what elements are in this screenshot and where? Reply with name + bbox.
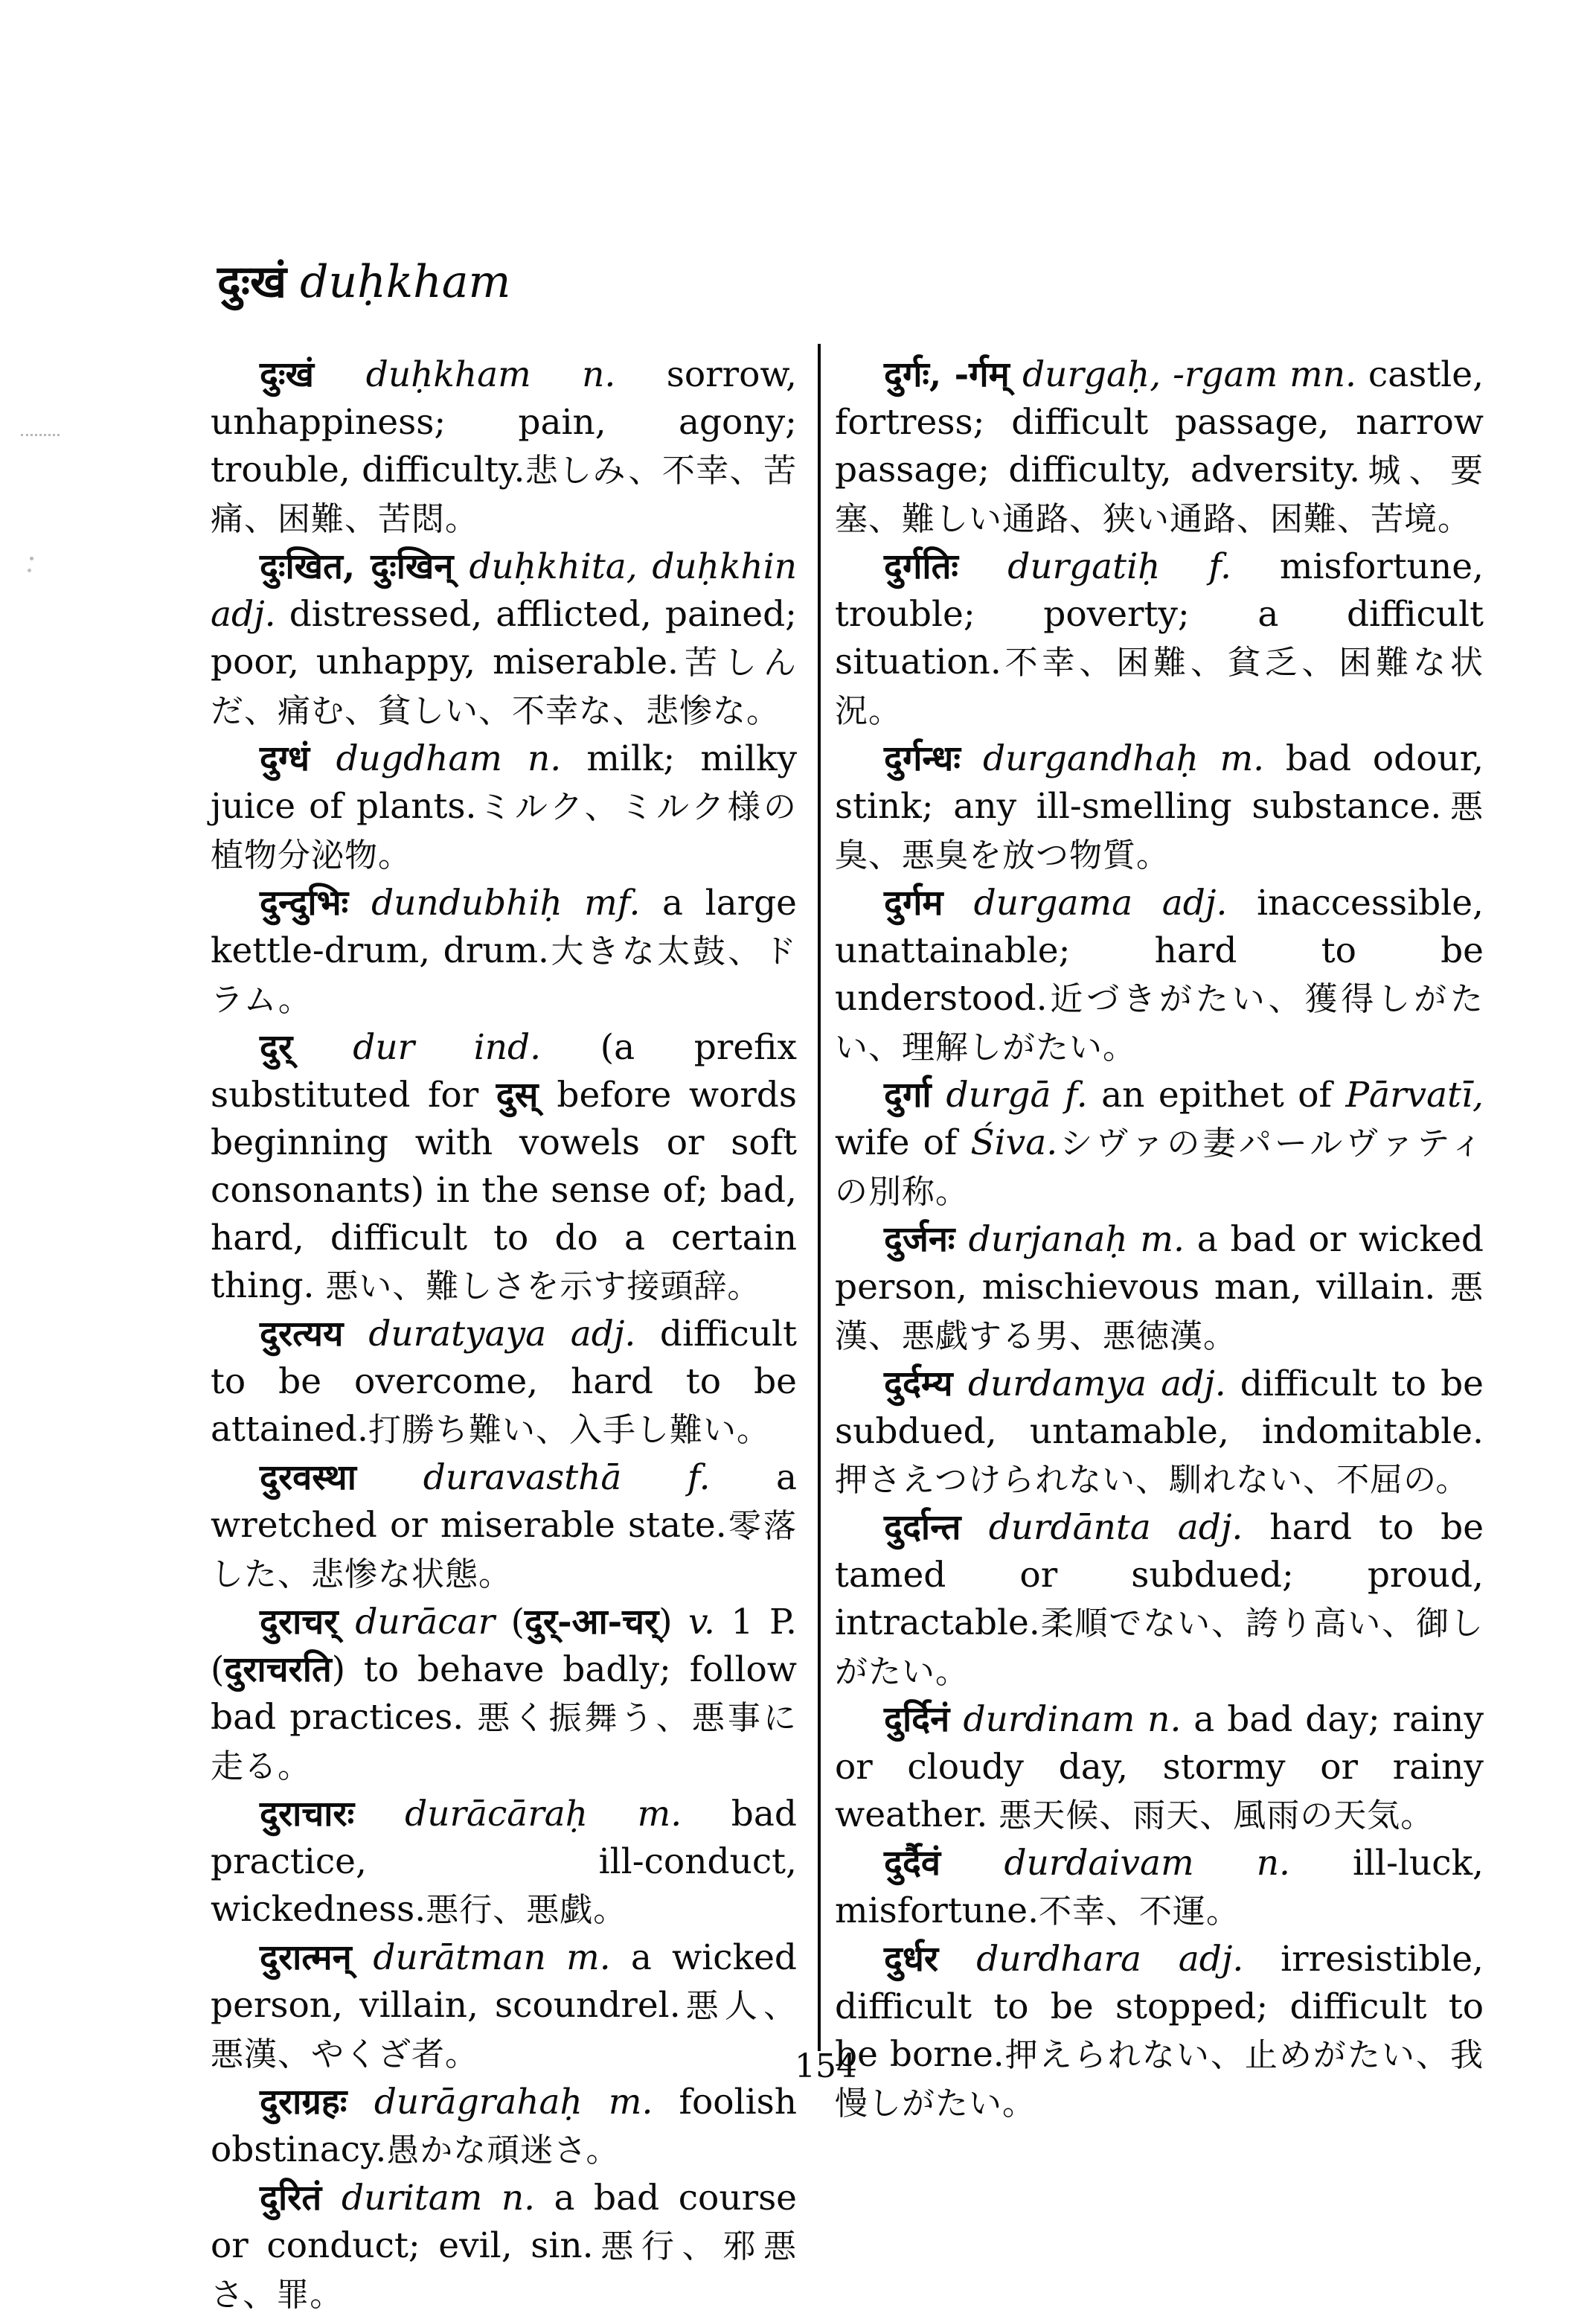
entry-definition-english: a bad course or conduct; evil, sin. <box>211 2178 798 2266</box>
entry-definition-english: (a prefix substituted for <box>211 1027 797 1116</box>
dictionary-entry <box>835 1216 1484 1360</box>
entry-headword-devanagari: दुर्गा <box>884 1075 946 1116</box>
entry-headword-devanagari: दुरत्यय <box>260 1314 369 1354</box>
dictionary-entry <box>211 2175 797 2319</box>
entry-definition-japanese: 悪漢、悪戯する男、悪徳漢。 <box>835 1269 1484 1355</box>
entry-headword-devanagari: दुग्धं <box>260 738 336 779</box>
page-number: 154 <box>795 2047 857 2085</box>
entry-definition-english: 1 P. ( <box>211 1602 797 1690</box>
dictionary-entry <box>835 543 1484 735</box>
entry-transliteration: v. <box>688 1602 731 1643</box>
entry-headword-devanagari: दुरितं <box>260 2178 342 2219</box>
dictionary-entry <box>211 1024 797 1311</box>
entry-definition-japanese: 近づきがたい、獲得しがたい、理解しがたい。 <box>835 980 1484 1066</box>
entry-transliteration: dur ind. <box>353 1027 600 1068</box>
entry-transliteration: durdinam n. <box>963 1699 1194 1740</box>
dictionary-entry <box>211 735 797 880</box>
entry-transliteration: duḥkham n. <box>365 354 667 395</box>
entry-transliteration: duritam n. <box>342 2178 554 2219</box>
dictionary-entry <box>211 1311 797 1454</box>
entry-definition-english: wife of <box>835 1122 971 1163</box>
dictionary-entry <box>835 1840 1484 1936</box>
entry-definition-english: ill-luck, misfortune. <box>835 1843 1484 1931</box>
page-title <box>217 250 510 314</box>
entry-headword-devanagari: दुर्दैवं <box>884 1843 1004 1884</box>
entry-definition-japanese: 押えられない、止めがたい、我慢しがたい。 <box>835 2036 1484 2123</box>
entry-definition-english: difficult to be overcome, hard to be attained. <box>211 1314 797 1450</box>
entry-headword-devanagari: दुर्दम्य <box>884 1363 968 1404</box>
entry-definition-japanese: 不幸、不運。 <box>1039 1893 1240 1931</box>
entry-transliteration: durjanaḥ m. <box>968 1219 1197 1260</box>
entry-transliteration: duravasthā f. <box>423 1457 776 1498</box>
entry-definition-japanese: 城、要塞、難しい通路、狭い通路、困難、苦境。 <box>835 452 1484 538</box>
entry-definition-english: milk; milky juice of plants. <box>211 738 797 827</box>
dictionary-entry <box>835 351 1484 543</box>
entry-definition-japanese: 悪行、悪戯。 <box>426 1891 627 1929</box>
entry-headword-devanagari: दुराचर् <box>260 1602 356 1643</box>
entry-definition-english: ) <box>658 1602 689 1643</box>
entry-headword-devanagari: दुराचरति <box>224 1649 332 1690</box>
entry-definition-japanese: 不幸、困難、貧乏、困難な状況。 <box>835 644 1484 730</box>
entry-transliteration: Pārvatī, <box>1345 1075 1484 1116</box>
entry-transliteration: dundubhiḥ mf. <box>371 883 663 924</box>
entry-transliteration: dugdham n. <box>336 738 587 779</box>
dictionary-entry <box>835 1072 1484 1216</box>
entry-definition-english: sorrow, unhappiness; pain, agony; trouble, difficulty. <box>211 354 797 490</box>
dictionary-entry <box>835 1696 1484 1840</box>
entry-headword-devanagari: दुर्गन्धः <box>884 738 984 779</box>
entry-definition-english: castle, fortress; difficult passage, narrow passage; difficulty, adversity. <box>835 354 1484 490</box>
entry-definition-english: a bad or wicked person, mischievous man, villain. <box>835 1219 1484 1308</box>
entry-headword-devanagari: दुर् <box>260 1027 353 1068</box>
column-divider-rule <box>818 344 821 2051</box>
entry-definition-japanese: 悪臭、悪臭を放つ物質。 <box>835 788 1484 874</box>
entry-transliteration: durgandhaḥ m. <box>983 738 1286 779</box>
entry-definition-japanese: 悪く振舞う、悪事に走る。 <box>211 1699 798 1785</box>
entry-headword-devanagari: दुन्दुभिः <box>260 883 372 924</box>
entry-definition-japanese: ミルク、ミルク様の植物分泌物。 <box>211 788 797 874</box>
entry-definition-japanese: 悲しみ、不幸、苦痛、困難、苦悶。 <box>211 452 797 538</box>
entry-headword-devanagari: दुरवस्था <box>260 1457 423 1498</box>
entry-definition-english: ) to behave badly; follow bad practices. <box>211 1649 797 1738</box>
entry-transliteration: durācāraḥ m. <box>405 1794 731 1835</box>
entry-definition-english: difficult to be subdued, untamable, indomitable. <box>835 1363 1484 1452</box>
dictionary-entry <box>211 2079 797 2175</box>
entry-definition-english: a wretched or miserable state. <box>211 1457 797 1546</box>
entry-definition-japanese: 零落した、悲惨な状態。 <box>211 1507 797 1593</box>
entry-definition-english: a large kettle-drum, drum. <box>211 883 797 971</box>
entry-headword-devanagari: दुर्दान्त <box>884 1507 989 1548</box>
entry-transliteration: durāgrahaḥ m. <box>374 2082 679 2123</box>
entry-definition-english: irresistible, difficult to be stopped; difficult to be borne. <box>835 1939 1484 2075</box>
dictionary-entry <box>211 1599 797 1791</box>
header-headword-devanagari: दुःखं <box>217 256 287 308</box>
dictionary-entry <box>211 351 797 543</box>
entry-definition-english: distressed, afflicted, pained; poor, unhappy, miserable. <box>211 594 798 682</box>
entry-headword-devanagari: दुर्जनः <box>884 1219 969 1260</box>
left-column <box>211 351 797 2319</box>
entry-transliteration: durātman m. <box>373 1937 631 1978</box>
entry-definition-english: misfortune, trouble; poverty; a difficult situation. <box>835 546 1484 682</box>
scan-artifact <box>30 557 33 560</box>
entry-headword-devanagari: दुर्-आ-चर् <box>524 1602 659 1643</box>
dictionary-entry <box>211 1934 797 2079</box>
entry-definition-japanese: 悪天候、雨天、風雨の天気。 <box>999 1797 1435 1835</box>
dictionary-entry <box>211 543 797 735</box>
scan-artifact <box>21 434 60 441</box>
entry-definition-japanese: 押さえつけられない、馴れない、不屈の。 <box>835 1461 1470 1499</box>
dictionary-entry <box>211 1454 797 1599</box>
entry-transliteration: durdhara adj. <box>976 1939 1281 1980</box>
entry-transliteration: durgatiḥ f. <box>1007 546 1280 587</box>
entry-transliteration: durgā f. <box>946 1075 1102 1116</box>
dictionary-entry <box>835 735 1484 880</box>
entry-definition-japanese: 愚かな頑迷さ。 <box>386 2131 620 2169</box>
entry-transliteration: durgaḥ, -rgam mn. <box>1022 354 1368 395</box>
entry-definition-english: before words beginning with vowels or soft consonants) in the sense of; bad, hard, difficult to do a certain thing. <box>211 1075 798 1306</box>
entry-headword-devanagari: दुर्धर <box>884 1939 977 1980</box>
entry-definition-english: an epithet of <box>1101 1075 1346 1116</box>
entry-definition-english: a wicked person, villain, scoundrel. <box>211 1937 797 2026</box>
dictionary-entry <box>835 1360 1484 1504</box>
entry-definition-english: bad odour, stink; any ill-smelling substance. <box>835 738 1484 827</box>
entry-definition-japanese: 悪い、難しさを示す接頭辞。 <box>325 1267 761 1305</box>
dictionary-entry <box>835 1504 1484 1696</box>
entry-transliteration: durācar <box>355 1602 511 1643</box>
entry-headword-devanagari: दुरात्मन् <box>260 1937 374 1978</box>
entry-definition-english: a bad day; rainy or cloudy day, stormy or rainy weather. <box>835 1699 1484 1835</box>
dictionary-entry <box>835 1936 1484 2128</box>
right-column <box>835 351 1484 2128</box>
entry-definition-japanese: 大きな太鼓、ドラム。 <box>211 933 798 1019</box>
entry-headword-devanagari: दुस् <box>496 1075 557 1116</box>
dictionary-entry <box>211 880 797 1024</box>
entry-transliteration: Śiva. <box>970 1122 1058 1163</box>
entry-headword-devanagari: दुराचारः <box>260 1794 406 1835</box>
entry-headword-devanagari: दुःखं <box>260 354 366 395</box>
entry-definition-english: hard to be tamed or subdued; proud, intractable. <box>835 1507 1484 1643</box>
entry-definition-english: bad practice, ill-conduct, wickedness. <box>211 1794 797 1930</box>
entry-transliteration: durdānta adj. <box>988 1507 1270 1548</box>
entry-transliteration: duḥkhita, duḥkhin adj. <box>211 546 797 635</box>
entry-transliteration: durdamya adj. <box>967 1363 1240 1404</box>
entry-transliteration: duratyaya adj. <box>368 1314 660 1354</box>
entry-headword-devanagari: दुर्दिनं <box>884 1699 964 1740</box>
header-headword-transliteration: duḥkham <box>300 256 511 308</box>
entry-definition-japanese: 苦しんだ、痛む、貧しい、不幸な、悲惨な。 <box>211 644 798 730</box>
dictionary-entry <box>835 880 1484 1072</box>
entry-headword-devanagari: दुराग्रहः <box>260 2082 374 2123</box>
entry-transliteration: durdaivam n. <box>1004 1843 1353 1884</box>
entry-definition-english: foolish obstinacy. <box>211 2082 797 2170</box>
entry-definition-japanese: 柔順でない、誇り高い、御しがたい。 <box>835 1605 1484 1691</box>
entry-headword-devanagari: दुर्गम <box>884 883 974 924</box>
entry-definition-japanese: 悪人、悪漢、やくざ者。 <box>211 1987 797 2073</box>
entry-headword-devanagari: दुर्गः, -र्गम् <box>884 354 1023 395</box>
entry-headword-devanagari: दुर्गतिः <box>884 546 1008 587</box>
entry-definition-japanese: 悪行、邪悪さ、罪。 <box>211 2227 798 2314</box>
entry-definition-english: ( <box>510 1602 525 1643</box>
entry-definition-japanese: 打勝ち難い、入手し難い。 <box>368 1411 770 1449</box>
dictionary-entry <box>211 1791 797 1934</box>
entry-transliteration: durgama adj. <box>973 883 1257 924</box>
entry-definition-english: inaccessible, unattainable; hard to be understood. <box>835 883 1484 1019</box>
entry-definition-japanese: シヴァの妻パールヴァティの別称。 <box>835 1125 1484 1211</box>
entry-headword-devanagari: दुःखित, दुःखिन् <box>260 546 469 587</box>
